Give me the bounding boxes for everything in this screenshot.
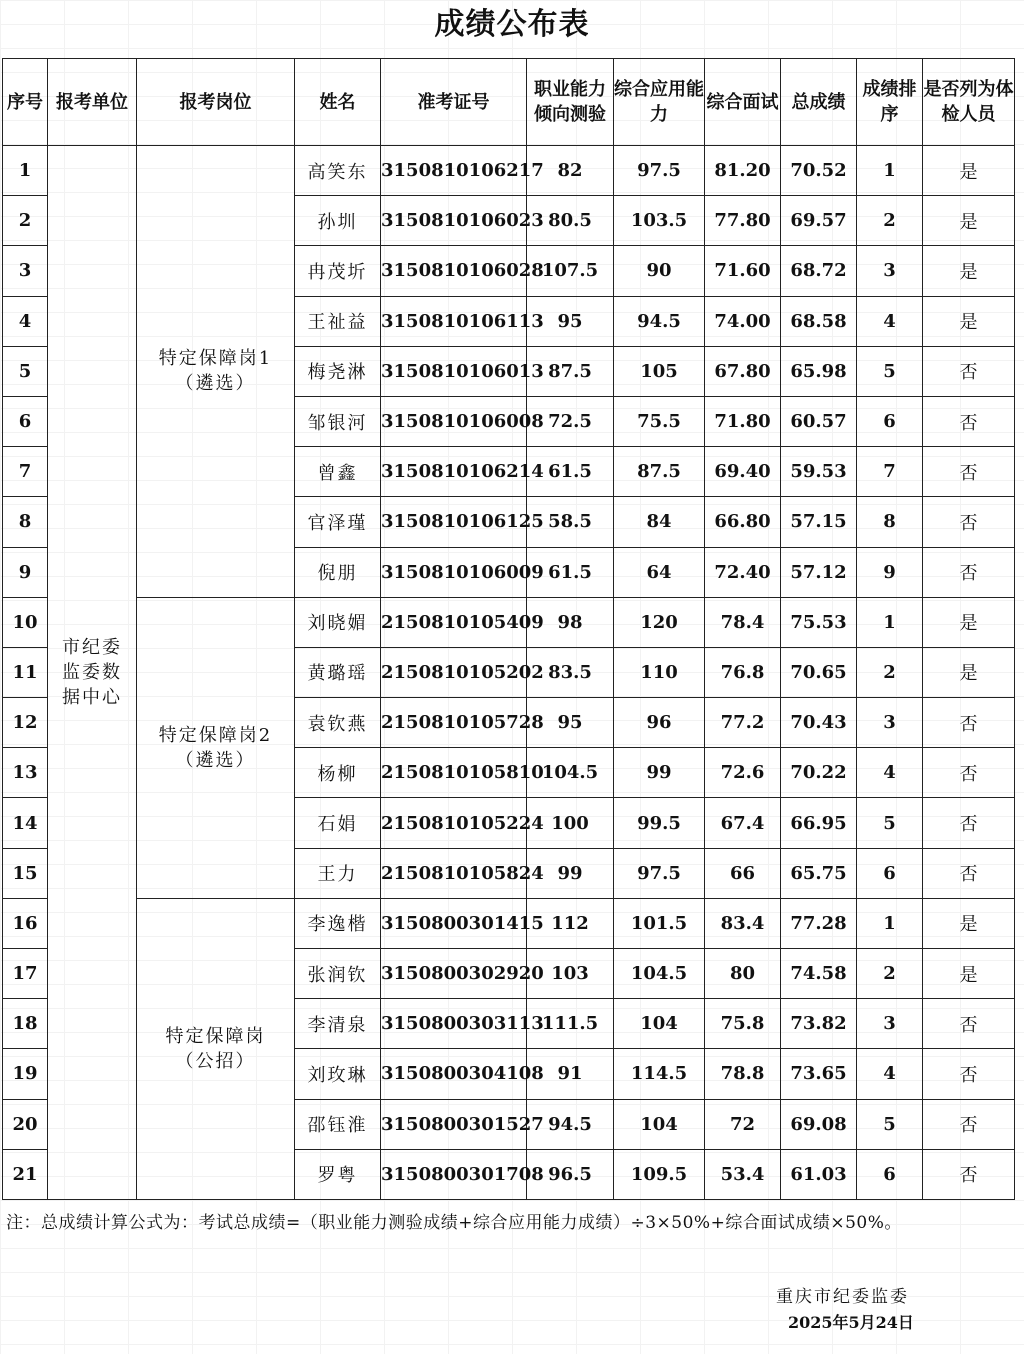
cell-total: 57.15: [781, 497, 857, 547]
cell-aptitude: 83.5: [527, 647, 614, 697]
cell-rank: 4: [857, 1049, 923, 1099]
cell-rank: 5: [857, 1099, 923, 1149]
cell-total: 68.72: [781, 246, 857, 296]
cell-seq: 14: [3, 798, 48, 848]
cell-applied: 94.5: [614, 296, 705, 346]
table-row: [3, 597, 1015, 647]
cell-exam: 是: [923, 949, 1015, 999]
cell-rank: 2: [857, 949, 923, 999]
cell-name: 黄璐瑶: [295, 647, 381, 697]
cell-ticket: 2150810105202: [381, 647, 527, 697]
cell-interview: 69.40: [705, 447, 781, 497]
cell-aptitude: 87.5: [527, 346, 614, 396]
cell-total: 60.57: [781, 396, 857, 446]
cell-interview: 78.4: [705, 597, 781, 647]
cell-applied: 97.5: [614, 146, 705, 196]
cell-rank: 3: [857, 246, 923, 296]
cell-name: 梅尧淋: [295, 346, 381, 396]
cell-post: 特定保障岗2（遴选）: [137, 597, 295, 898]
cell-exam: 否: [923, 999, 1015, 1049]
cell-total: 77.28: [781, 898, 857, 948]
cell-seq: 20: [3, 1099, 48, 1149]
cell-aptitude: 58.5: [527, 497, 614, 547]
cell-seq: 4: [3, 296, 48, 346]
cell-ticket: 3150810106217: [381, 146, 527, 196]
cell-aptitude: 95: [527, 698, 614, 748]
cell-post: 特定保障岗（公招）: [137, 898, 295, 1199]
cell-seq: 3: [3, 246, 48, 296]
cell-aptitude: 107.5: [527, 246, 614, 296]
cell-name: 高笑东: [295, 146, 381, 196]
cell-total: 65.98: [781, 346, 857, 396]
issue-date: 2025年5月24日: [788, 1313, 914, 1332]
cell-interview: 77.80: [705, 196, 781, 246]
cell-aptitude: 94.5: [527, 1099, 614, 1149]
cell-seq: 18: [3, 999, 48, 1049]
cell-interview: 74.00: [705, 296, 781, 346]
cell-exam: 否: [923, 547, 1015, 597]
cell-interview: 80: [705, 949, 781, 999]
header-unit: 报考单位: [48, 59, 137, 146]
cell-interview: 66: [705, 848, 781, 898]
cell-interview: 67.4: [705, 798, 781, 848]
cell-seq: 19: [3, 1049, 48, 1099]
cell-name: 孙圳: [295, 196, 381, 246]
cell-total: 74.58: [781, 949, 857, 999]
cell-applied: 97.5: [614, 848, 705, 898]
cell-ticket: 3150800304108: [381, 1049, 527, 1099]
cell-total: 57.12: [781, 547, 857, 597]
cell-unit: 市纪委监委数据中心: [48, 146, 137, 1200]
cell-aptitude: 72.5: [527, 396, 614, 446]
cell-rank: 6: [857, 848, 923, 898]
cell-seq: 21: [3, 1149, 48, 1199]
header-aptitude: 职业能力倾向测验: [527, 59, 614, 146]
cell-ticket: 3150800301708: [381, 1149, 527, 1199]
header-interview: 综合面试: [705, 59, 781, 146]
cell-exam: 是: [923, 196, 1015, 246]
cell-aptitude: 61.5: [527, 547, 614, 597]
cell-rank: 1: [857, 597, 923, 647]
cell-rank: 5: [857, 798, 923, 848]
cell-rank: 7: [857, 447, 923, 497]
cell-exam: 否: [923, 798, 1015, 848]
cell-ticket: 3150810106028: [381, 246, 527, 296]
cell-interview: 83.4: [705, 898, 781, 948]
cell-exam: 否: [923, 1149, 1015, 1199]
cell-ticket: 2150810105728: [381, 698, 527, 748]
cell-rank: 6: [857, 1149, 923, 1199]
cell-ticket: 3150810106113: [381, 296, 527, 346]
cell-rank: 4: [857, 748, 923, 798]
cell-ticket: 3150810106125: [381, 497, 527, 547]
cell-total: 69.08: [781, 1099, 857, 1149]
formula-note: 注：总成绩计算公式为：考试总成绩=（职业能力测验成绩+综合应用能力成绩）÷3×50%+综合面试成绩×50%。: [6, 1213, 902, 1233]
cell-applied: 109.5: [614, 1149, 705, 1199]
cell-ticket: 3150800303113: [381, 999, 527, 1049]
cell-total: 65.75: [781, 848, 857, 898]
cell-interview: 72.40: [705, 547, 781, 597]
cell-rank: 3: [857, 698, 923, 748]
cell-seq: 5: [3, 346, 48, 396]
cell-ticket: 2150810105409: [381, 597, 527, 647]
cell-rank: 4: [857, 296, 923, 346]
cell-rank: 3: [857, 999, 923, 1049]
cell-exam: 否: [923, 497, 1015, 547]
cell-exam: 否: [923, 748, 1015, 798]
cell-name: 邹银河: [295, 396, 381, 446]
cell-rank: 6: [857, 396, 923, 446]
cell-name: 张润钦: [295, 949, 381, 999]
cell-name: 官泽瑾: [295, 497, 381, 547]
cell-rank: 5: [857, 346, 923, 396]
cell-rank: 2: [857, 196, 923, 246]
cell-exam: 否: [923, 1049, 1015, 1099]
cell-seq: 16: [3, 898, 48, 948]
cell-ticket: 2150810105810: [381, 748, 527, 798]
cell-exam: 是: [923, 647, 1015, 697]
cell-total: 70.52: [781, 146, 857, 196]
cell-aptitude: 96.5: [527, 1149, 614, 1199]
cell-applied: 90: [614, 246, 705, 296]
cell-interview: 78.8: [705, 1049, 781, 1099]
cell-total: 69.57: [781, 196, 857, 246]
cell-ticket: 2150810105824: [381, 848, 527, 898]
cell-aptitude: 61.5: [527, 447, 614, 497]
cell-aptitude: 95: [527, 296, 614, 346]
cell-seq: 9: [3, 547, 48, 597]
cell-total: 75.53: [781, 597, 857, 647]
cell-name: 李逸楷: [295, 898, 381, 948]
header-post: 报考岗位: [137, 59, 295, 146]
cell-seq: 7: [3, 447, 48, 497]
cell-total: 70.43: [781, 698, 857, 748]
header-ticket: 准考证号: [381, 59, 527, 146]
cell-applied: 99: [614, 748, 705, 798]
cell-total: 61.03: [781, 1149, 857, 1199]
cell-interview: 71.60: [705, 246, 781, 296]
cell-applied: 104: [614, 1099, 705, 1149]
cell-seq: 13: [3, 748, 48, 798]
cell-ticket: 3150810106009: [381, 547, 527, 597]
cell-ticket: 3150810106013: [381, 346, 527, 396]
header-seq: 序号: [3, 59, 48, 146]
cell-ticket: 3150800301527: [381, 1099, 527, 1149]
cell-seq: 8: [3, 497, 48, 547]
cell-aptitude: 91: [527, 1049, 614, 1099]
cell-exam: 否: [923, 1099, 1015, 1149]
cell-name: 倪朋: [295, 547, 381, 597]
page-title: 成绩公布表: [434, 7, 590, 42]
cell-seq: 11: [3, 647, 48, 697]
cell-interview: 66.80: [705, 497, 781, 547]
cell-seq: 12: [3, 698, 48, 748]
cell-name: 李清泉: [295, 999, 381, 1049]
cell-rank: 1: [857, 146, 923, 196]
cell-seq: 17: [3, 949, 48, 999]
header-total: 总成绩: [781, 59, 857, 146]
cell-total: 73.65: [781, 1049, 857, 1099]
cell-seq: 10: [3, 597, 48, 647]
cell-aptitude: 112: [527, 898, 614, 948]
cell-total: 70.65: [781, 647, 857, 697]
cell-seq: 1: [3, 146, 48, 196]
header-applied: 综合应用能力: [614, 59, 705, 146]
cell-exam: 否: [923, 447, 1015, 497]
cell-seq: 15: [3, 848, 48, 898]
cell-interview: 72: [705, 1099, 781, 1149]
cell-name: 王力: [295, 848, 381, 898]
cell-total: 73.82: [781, 999, 857, 1049]
cell-applied: 104.5: [614, 949, 705, 999]
cell-applied: 103.5: [614, 196, 705, 246]
cell-ticket: 3150800301415: [381, 898, 527, 948]
cell-ticket: 2150810105224: [381, 798, 527, 848]
header-exam: 是否列为体检人员: [923, 59, 1015, 146]
cell-applied: 64: [614, 547, 705, 597]
cell-applied: 105: [614, 346, 705, 396]
cell-name: 刘晓媚: [295, 597, 381, 647]
cell-seq: 2: [3, 196, 48, 246]
cell-name: 邵钰淮: [295, 1099, 381, 1149]
cell-aptitude: 100: [527, 798, 614, 848]
cell-interview: 75.8: [705, 999, 781, 1049]
cell-name: 杨柳: [295, 748, 381, 798]
cell-applied: 87.5: [614, 447, 705, 497]
cell-ticket: 3150810106023: [381, 196, 527, 246]
cell-name: 曾鑫: [295, 447, 381, 497]
cell-name: 王祉益: [295, 296, 381, 346]
header-rank: 成绩排序: [857, 59, 923, 146]
cell-aptitude: 80.5: [527, 196, 614, 246]
cell-interview: 72.6: [705, 748, 781, 798]
cell-applied: 120: [614, 597, 705, 647]
cell-applied: 99.5: [614, 798, 705, 848]
cell-interview: 53.4: [705, 1149, 781, 1199]
cell-applied: 110: [614, 647, 705, 697]
table-header-row: [3, 59, 1015, 146]
cell-aptitude: 98: [527, 597, 614, 647]
cell-interview: 76.8: [705, 647, 781, 697]
cell-name: 罗粤: [295, 1149, 381, 1199]
cell-interview: 77.2: [705, 698, 781, 748]
cell-seq: 6: [3, 396, 48, 446]
header-name: 姓名: [295, 59, 381, 146]
cell-aptitude: 111.5: [527, 999, 614, 1049]
cell-name: 石娟: [295, 798, 381, 848]
cell-total: 66.95: [781, 798, 857, 848]
cell-aptitude: 99: [527, 848, 614, 898]
cell-interview: 71.80: [705, 396, 781, 446]
cell-applied: 104: [614, 999, 705, 1049]
cell-exam: 否: [923, 698, 1015, 748]
cell-applied: 75.5: [614, 396, 705, 446]
cell-ticket: 3150810106214: [381, 447, 527, 497]
cell-name: 刘玫琳: [295, 1049, 381, 1099]
table-row: [3, 898, 1015, 948]
cell-applied: 114.5: [614, 1049, 705, 1099]
cell-applied: 84: [614, 497, 705, 547]
cell-exam: 否: [923, 346, 1015, 396]
cell-applied: 96: [614, 698, 705, 748]
cell-total: 68.58: [781, 296, 857, 346]
cell-exam: 是: [923, 246, 1015, 296]
cell-exam: 是: [923, 597, 1015, 647]
cell-interview: 81.20: [705, 146, 781, 196]
cell-exam: 否: [923, 848, 1015, 898]
cell-aptitude: 104.5: [527, 748, 614, 798]
cell-rank: 1: [857, 898, 923, 948]
issuing-organization: 重庆市纪委监委: [776, 1287, 909, 1307]
cell-exam: 是: [923, 296, 1015, 346]
cell-exam: 否: [923, 396, 1015, 446]
cell-name: 袁钦燕: [295, 698, 381, 748]
cell-aptitude: 82: [527, 146, 614, 196]
cell-exam: 是: [923, 146, 1015, 196]
cell-rank: 8: [857, 497, 923, 547]
cell-total: 59.53: [781, 447, 857, 497]
cell-rank: 2: [857, 647, 923, 697]
cell-interview: 67.80: [705, 346, 781, 396]
cell-applied: 101.5: [614, 898, 705, 948]
cell-aptitude: 103: [527, 949, 614, 999]
cell-total: 70.22: [781, 748, 857, 798]
cell-name: 冉茂圻: [295, 246, 381, 296]
cell-rank: 9: [857, 547, 923, 597]
table-body: [3, 146, 1015, 1200]
cell-ticket: 3150810106008: [381, 396, 527, 446]
cell-ticket: 3150800302920: [381, 949, 527, 999]
cell-post: 特定保障岗1（遴选）: [137, 146, 295, 598]
table-row: [3, 146, 1015, 196]
cell-exam: 是: [923, 898, 1015, 948]
score-table: [2, 58, 1015, 1200]
